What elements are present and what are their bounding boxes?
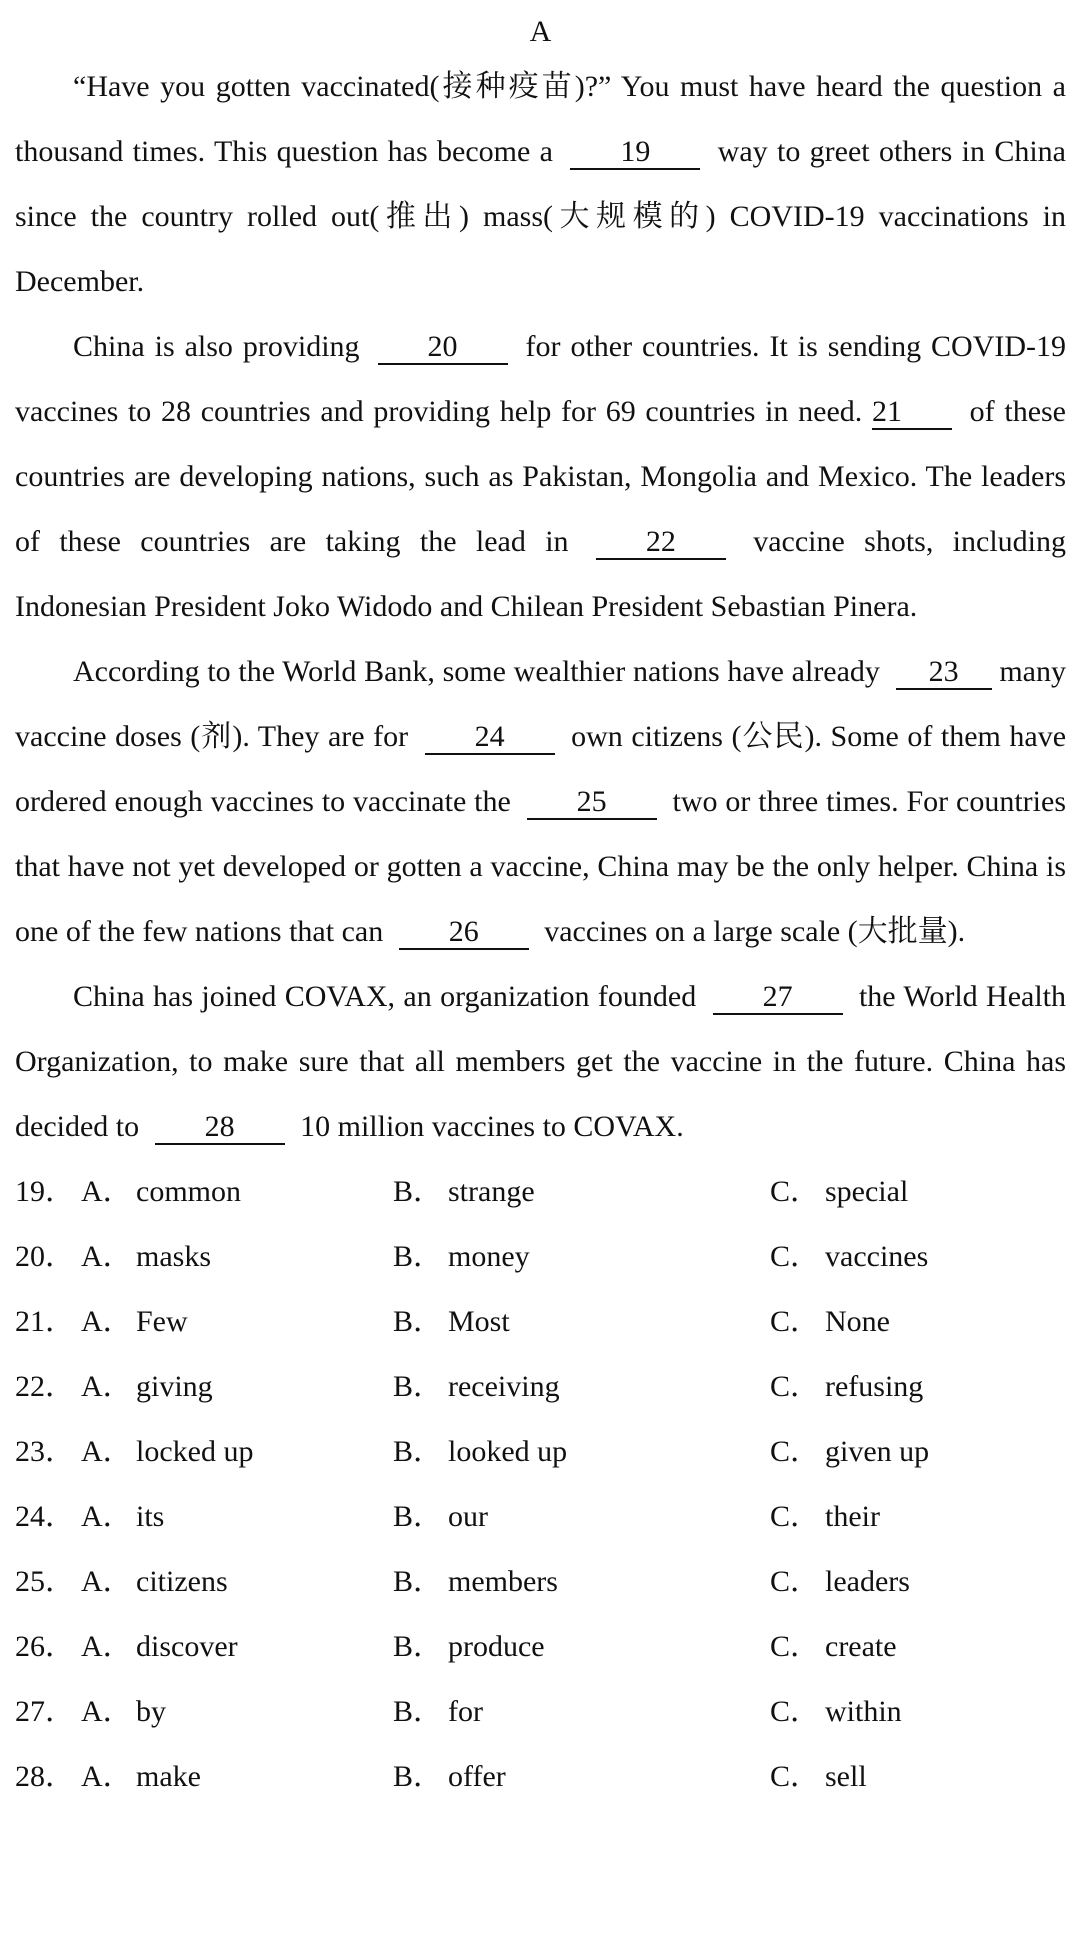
option-text: looked up [448, 1435, 568, 1468]
question-row [15, 1614, 1066, 1679]
option-text: their [825, 1500, 880, 1533]
option-text: special [825, 1175, 909, 1208]
option-letter: C． [770, 1175, 821, 1208]
option-text: produce [448, 1630, 545, 1663]
option-text: Few [136, 1305, 188, 1338]
option-letter: C． [770, 1500, 821, 1533]
option-letter: B． [393, 1370, 444, 1403]
option-letter: A． [81, 1760, 133, 1793]
blank-26: 26 [399, 918, 529, 950]
option-letter: C． [770, 1305, 821, 1338]
paragraph-text: China is also providing [73, 330, 360, 363]
paragraph-1 [15, 54, 1066, 314]
passage-title: A [529, 15, 552, 48]
question-options [15, 1159, 1066, 1809]
paragraph-text: for other countries. It is sending COVID-19 vaccines to 28 countries and providing help for 69 countries in need. [15, 330, 1067, 428]
option-c [770, 1549, 1066, 1614]
option-c [770, 1159, 1066, 1224]
blank-25: 25 [527, 788, 657, 820]
option-text: for [448, 1695, 483, 1728]
option-letter: B． [393, 1500, 444, 1533]
blank-27: 27 [713, 983, 843, 1015]
option-text: sell [825, 1760, 867, 1793]
option-b [393, 1224, 770, 1289]
option-a [81, 1159, 393, 1224]
option-b [393, 1289, 770, 1354]
option-letter: C． [770, 1695, 821, 1728]
paragraph-text: of these countries are developing nations, such as Pakistan, Mongolia and Mexico. The leaders of these countries are taking the lead in [15, 395, 1066, 558]
option-b [393, 1744, 770, 1809]
option-text: discover [136, 1630, 238, 1663]
option-text: citizens [136, 1565, 228, 1598]
paragraph-text: own citizens (公民). Some of them have ordered enough vaccines to vaccinate the [15, 720, 1067, 818]
option-c [770, 1744, 1066, 1809]
option-letter: C． [770, 1760, 821, 1793]
option-text: masks [136, 1240, 211, 1273]
question-number: 20． [15, 1240, 75, 1273]
blank-20: 20 [378, 333, 508, 365]
option-text: locked up [136, 1435, 254, 1468]
question-number: 23． [15, 1435, 75, 1468]
question-number: 22． [15, 1370, 75, 1403]
option-a [81, 1744, 393, 1809]
option-letter: A． [81, 1240, 133, 1273]
option-text: members [448, 1565, 558, 1598]
option-text: by [136, 1695, 166, 1728]
option-letter: B． [393, 1435, 444, 1468]
option-c [770, 1289, 1066, 1354]
option-a [81, 1614, 393, 1679]
paragraph-text: way to greet others in China since the country rolled out(推出) mass(大规模的) COVID-19 vaccinations in December. [15, 135, 1066, 298]
option-letter: B． [393, 1565, 444, 1598]
option-letter: B． [393, 1175, 444, 1208]
paragraph-text: “Have you gotten vaccinated(接种疫苗)?” You must have heard the question a thousand times. This question has become a [15, 70, 1066, 168]
option-c [770, 1679, 1066, 1744]
question-number: 19． [15, 1175, 75, 1208]
question-row [15, 1744, 1066, 1809]
option-b [393, 1159, 770, 1224]
option-letter: A． [81, 1370, 133, 1403]
option-letter: B． [393, 1760, 444, 1793]
paragraph-text: two or three times. For countries that have not yet developed or gotten a vaccine, China may be the only helper. China is one of the few nations that can [15, 785, 1066, 948]
option-b [393, 1484, 770, 1549]
option-text: create [825, 1630, 897, 1663]
question-row [15, 1159, 1066, 1224]
option-a [81, 1224, 393, 1289]
option-text: common [136, 1175, 241, 1208]
option-text: receiving [448, 1370, 560, 1403]
option-a [81, 1679, 393, 1744]
option-a [81, 1354, 393, 1419]
option-text: vaccines [825, 1240, 929, 1273]
question-row [15, 1484, 1066, 1549]
option-text: Most [448, 1305, 510, 1338]
option-b [393, 1679, 770, 1744]
paragraph-text: According to the World Bank, some wealthier nations have already [73, 655, 880, 688]
option-a [81, 1289, 393, 1354]
option-letter: A． [81, 1500, 133, 1533]
paragraph-text: many vaccine doses (剂). They are for [15, 655, 1066, 753]
option-letter: C． [770, 1370, 821, 1403]
question-row [15, 1679, 1066, 1744]
option-text: our [448, 1500, 488, 1533]
option-letter: A． [81, 1435, 133, 1468]
option-c [770, 1354, 1066, 1419]
blank-21: 21 [872, 398, 952, 430]
question-row [15, 1289, 1066, 1354]
option-b [393, 1354, 770, 1419]
option-letter: A． [81, 1565, 133, 1598]
option-letter: C． [770, 1435, 821, 1468]
question-row [15, 1224, 1066, 1289]
option-letter: B． [393, 1305, 444, 1338]
option-text: given up [825, 1435, 930, 1468]
question-number: 24． [15, 1500, 75, 1533]
option-c [770, 1614, 1066, 1679]
paragraph-text: 10 million vaccines to COVAX. [300, 1110, 684, 1143]
option-letter: C． [770, 1240, 821, 1273]
paragraph-text: China has joined COVAX, an organization founded [73, 980, 697, 1013]
option-text: within [825, 1695, 902, 1728]
option-letter: B． [393, 1240, 444, 1273]
option-text: refusing [825, 1370, 924, 1403]
paragraph-3 [15, 639, 1066, 964]
paragraph-text: vaccines on a large scale (大批量). [544, 915, 966, 948]
question-row [15, 1549, 1066, 1614]
paragraph-text: vaccine shots, including Indonesian President Joko Widodo and Chilean President Sebastian Pinera. [15, 525, 1066, 623]
option-b [393, 1614, 770, 1679]
option-letter: A． [81, 1630, 133, 1663]
question-number: 21． [15, 1305, 75, 1338]
option-letter: C． [770, 1630, 821, 1663]
option-text: make [136, 1760, 201, 1793]
option-text: strange [448, 1175, 535, 1208]
option-letter: A． [81, 1695, 133, 1728]
question-number: 25． [15, 1565, 75, 1598]
option-letter: A． [81, 1305, 133, 1338]
question-row [15, 1354, 1066, 1419]
option-text: money [448, 1240, 530, 1273]
option-c [770, 1419, 1066, 1484]
option-b [393, 1419, 770, 1484]
blank-24: 24 [425, 723, 555, 755]
question-number: 28． [15, 1760, 75, 1793]
option-text: leaders [825, 1565, 910, 1598]
paragraph-4 [15, 964, 1066, 1159]
option-text: None [825, 1305, 890, 1338]
blank-22: 22 [596, 528, 726, 560]
option-letter: B． [393, 1630, 444, 1663]
blank-28: 28 [155, 1113, 285, 1145]
question-number: 26． [15, 1630, 75, 1663]
option-text: giving [136, 1370, 213, 1403]
question-number: 27． [15, 1695, 75, 1728]
option-a [81, 1419, 393, 1484]
option-letter: B． [393, 1695, 444, 1728]
blank-19: 19 [570, 138, 700, 170]
option-text: its [136, 1500, 165, 1533]
paragraph-2 [15, 314, 1066, 639]
option-c [770, 1224, 1066, 1289]
option-a [81, 1549, 393, 1614]
option-letter: C． [770, 1565, 821, 1598]
paragraph-text: the World Health Organization, to make sure that all members get the vaccine in the future. China has decided to [15, 980, 1067, 1143]
option-c [770, 1484, 1066, 1549]
blank-23: 23 [896, 658, 992, 690]
option-a [81, 1484, 393, 1549]
option-letter: A． [81, 1175, 133, 1208]
option-text: offer [448, 1760, 506, 1793]
option-b [393, 1549, 770, 1614]
question-row [15, 1419, 1066, 1484]
